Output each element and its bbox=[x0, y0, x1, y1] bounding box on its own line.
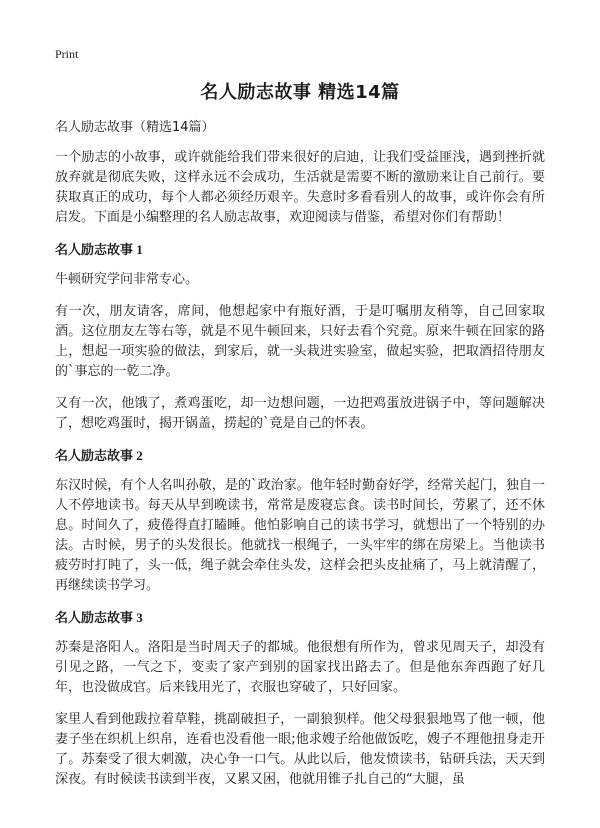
story-paragraph: 东汉时候，有个人名叫孙敬，是的`政治家。他年轻时勤奋好学，经常关起门，独自一人不停地读书。每天从早到晚读书，常常是废寝忘食。读书时间长，劳累了，还不休息。时间久了，疲倦得直打瞌睡。他怕影响自己的读书学习，就想出了一个特别的办法。古时候，男子的头发很长。他就找一根绳子，一头牢牢的绑在房梁上。当他读书疲劳时打盹了，头一低，绳子就会牵住头发，这样会把头皮扯痛了，马上就清醒了，再继续读书学习。 bbox=[55, 478, 545, 593]
story-paragraph: 家里人看到他跋拉着草鞋，挑副破担子，一副狼狈样。他父母狠狠地骂了他一顿，他妻子坐在织机上织帛，连看也没看他一眼;他求嫂子给他做饭吃，嫂子不理他扭身走开了。苏秦受了很大刺激，决心争一口气。从此以后，他发愤读书，钻研兵法，天天到深夜。有时候读书读到半夜，又累又困，他就用锥子扎自己的“大腿，虽 bbox=[55, 712, 545, 787]
story-section-2 bbox=[55, 446, 545, 596]
document-subtitle: 名人励志故事（精选14篇） bbox=[55, 120, 215, 135]
story-paragraph: 苏秦是洛阳人。洛阳是当时周天子的都城。他很想有所作为，曾求见周天子，却没有引见之路，一气之下，变卖了家产到别的国家找出路去了。但是他东奔西跑了好几年，也没做成官。后来钱用光了，衣服也穿破了，只好回家。 bbox=[55, 640, 545, 695]
story-heading: 名人励志故事 3 bbox=[55, 610, 143, 625]
story-paragraph: 牛顿研究学问非常专心。 bbox=[55, 272, 199, 287]
story-paragraph: 有一次，朋友请客，席间，他想起家中有瓶好酒，于是叮嘱朋友稍等，自己回家取酒。这位朋友左等右等，就是不见牛顿回来，只好去看个究竟。原来牛顿在回家的路上，想起一项实验的做法，到家后，就一头栽进实验室，做起实验，把取酒招待朋友的`事忘的一乾二净。 bbox=[55, 304, 545, 379]
story-heading: 名人励志故事 1 bbox=[55, 242, 143, 257]
print-link[interactable]: Print bbox=[55, 47, 79, 61]
page-title: 名人励志故事 精选14篇 bbox=[200, 82, 400, 103]
document-body bbox=[55, 118, 545, 802]
intro-paragraph: 一个励志的小故事，或许就能给我们带来很好的启迪，让我们受益匪浅，遇到挫折就放弃就是彻底失败，这样永远不会成功，生活就是需要不断的激励来让自己前行。要获取真正的成功，每个人都必须经历艰辛。失意时多看看别人的故事，或许你会有所启发。下面是小编整理的名人励志故事，欢迎阅读与借鉴，希望对你们有帮助！ bbox=[55, 150, 545, 225]
story-section-3 bbox=[55, 608, 545, 790]
story-paragraph: 又有一次，他饿了，煮鸡蛋吃，却一边想问题，一边把鸡蛋放进锅子中，等问题解决了，想吃鸡蛋时，揭开锅盖，捞起的`竟是自己的怀表。 bbox=[55, 396, 545, 431]
story-heading: 名人励志故事 2 bbox=[55, 448, 143, 463]
story-section-1 bbox=[55, 240, 545, 434]
